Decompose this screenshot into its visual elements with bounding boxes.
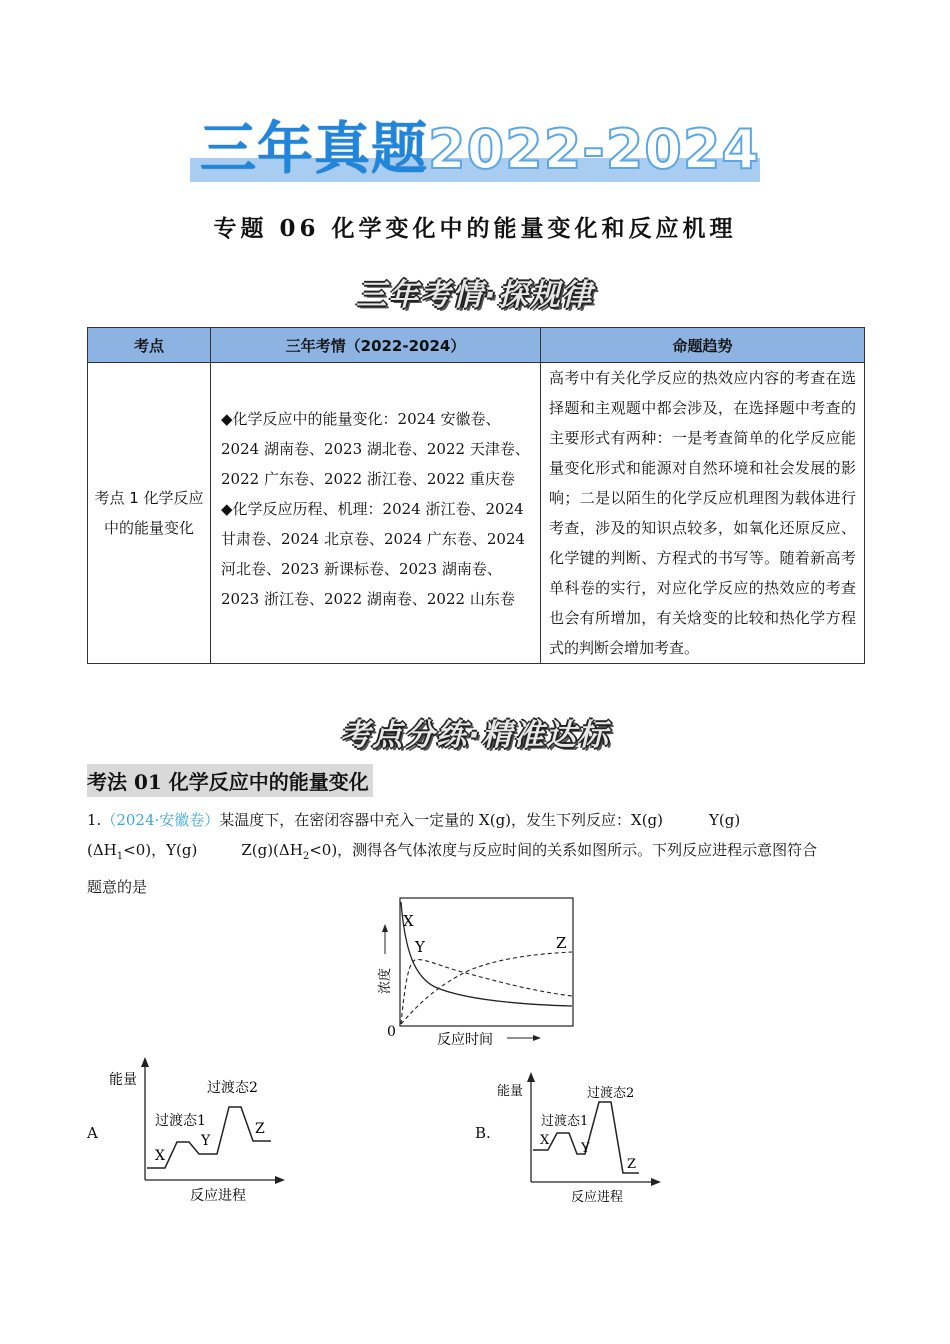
ts1-label: 过渡态1 <box>541 1114 589 1129</box>
y-axis-head <box>141 1057 149 1067</box>
curve-y <box>401 960 572 1024</box>
section-deco-heading-2: 考点分练·精准达标 <box>340 718 610 753</box>
progress-label: 反应进程 <box>190 1188 246 1204</box>
table-cell-point: 考点 1 化学反应中的能量变化 <box>88 363 211 664</box>
banner-text <box>200 118 760 182</box>
table-header-row <box>88 328 865 363</box>
concentration-time-chart <box>365 892 580 1052</box>
question-line <box>87 805 865 835</box>
energy-label: 能量 <box>109 1072 137 1088</box>
question-source: （2024·安徽卷） <box>101 811 220 829</box>
y-axis-label: 浓度 <box>378 967 393 994</box>
z-label: Z <box>255 1121 265 1137</box>
section-deco-heading-1: 三年考情·探规律 <box>356 278 594 313</box>
ts1-label: 过渡态1 <box>155 1113 206 1129</box>
subscript: 2 <box>302 851 310 862</box>
y-axis-head <box>527 1072 535 1082</box>
option-b-energy-diagram <box>493 1070 668 1210</box>
label-z: Z <box>556 934 567 952</box>
label-x: X <box>403 912 414 930</box>
energy-label: 能量 <box>497 1084 524 1099</box>
table-header: 三年考情（2022-2024） <box>211 328 541 363</box>
y-label: Y <box>201 1133 211 1149</box>
exam-list-item: ◆化学反应中的能量变化：2024 安徽卷、2024 湖南卷、2023 湖北卷、2022 天津卷、2022 广东卷、2022 浙江卷、2022 重庆卷 <box>221 410 530 488</box>
chart-frame <box>400 898 573 1026</box>
subscript: 1 <box>116 851 124 862</box>
x-label: X <box>155 1148 165 1164</box>
progress-label: 反应进程 <box>571 1190 624 1205</box>
question-text: Z(g)(ΔH <box>241 841 303 859</box>
question-line <box>87 835 865 872</box>
question-text: (ΔH <box>87 841 117 859</box>
ts2-label: 过渡态2 <box>587 1086 635 1101</box>
banner-years: 2022-2024 <box>428 118 760 181</box>
label-y: Y <box>415 938 425 956</box>
section-title: 考法 01 化学反应中的能量变化 <box>87 764 373 797</box>
table-header: 命题趋势 <box>541 328 865 363</box>
question-line: 题意的是 <box>87 878 148 896</box>
x-axis-head <box>275 1176 285 1184</box>
exam-list-item: ◆化学反应历程、机理：2024 浙江卷、2024 甘肃卷、2024 北京卷、2024 广东卷、2024 河北卷、2023 新课标卷、2023 湖南卷、2023 浙江卷、2022 湖南卷、2022 山东卷 <box>221 500 526 608</box>
table-row <box>88 363 865 664</box>
y-label: Y <box>581 1141 590 1156</box>
topic-subtitle: 专题 06 化学变化中的能量变化和反应机理 <box>213 215 737 242</box>
x-label: X <box>540 1133 550 1148</box>
table-cell-trend: 高考中有关化学反应的热效应内容的考查在选择题和主观题中都会涉及，在选择题中考查的主要形式有两种：一是考查简单的化学反应能量变化形式和能源对自然环境和社会发展的影响；二是以陌生的化学反应机理图为载体进行考查，涉及的知识点较多，如氧化还原反应、化学键的判断、方程式的书写等。随着新高考单科卷的实行，对应化学反应的热效应的考查也会有所增加，有关焓变的比较和热化学方程式的判断会增加考查。 <box>541 363 865 664</box>
origin-label: 0 <box>387 1024 396 1040</box>
question-text: <0)，Y(g) <box>123 841 198 859</box>
question-1 <box>87 805 865 902</box>
option-a-energy-diagram <box>105 1055 290 1210</box>
banner-cn: 三年真题 <box>200 117 428 182</box>
question-number: 1. <box>87 811 102 829</box>
question-text: Y(g) <box>709 811 741 829</box>
x-arrow-head <box>533 1035 541 1041</box>
table-header: 考点 <box>88 328 211 363</box>
question-text: <0)，测得各气体浓度与反应时间的关系如图所示。下列反应进程示意图符合 <box>309 841 818 859</box>
question-text: 某温度下，在密闭容器中充入一定量的 X(g)，发生下列反应：X(g) <box>219 811 664 829</box>
title-banner <box>190 118 760 184</box>
option-a-letter: A <box>87 1124 98 1142</box>
x-axis-label: 反应时间 <box>437 1032 493 1048</box>
curve-z <box>401 952 572 1024</box>
option-b-letter: B. <box>475 1124 491 1142</box>
z-label: Z <box>627 1157 637 1172</box>
y-arrow-head <box>382 924 388 932</box>
table-cell-exams <box>211 363 541 664</box>
exam-analysis-table <box>87 327 865 664</box>
curve-x <box>401 902 572 1006</box>
x-axis-head <box>651 1178 661 1186</box>
ts2-label: 过渡态2 <box>207 1080 258 1096</box>
